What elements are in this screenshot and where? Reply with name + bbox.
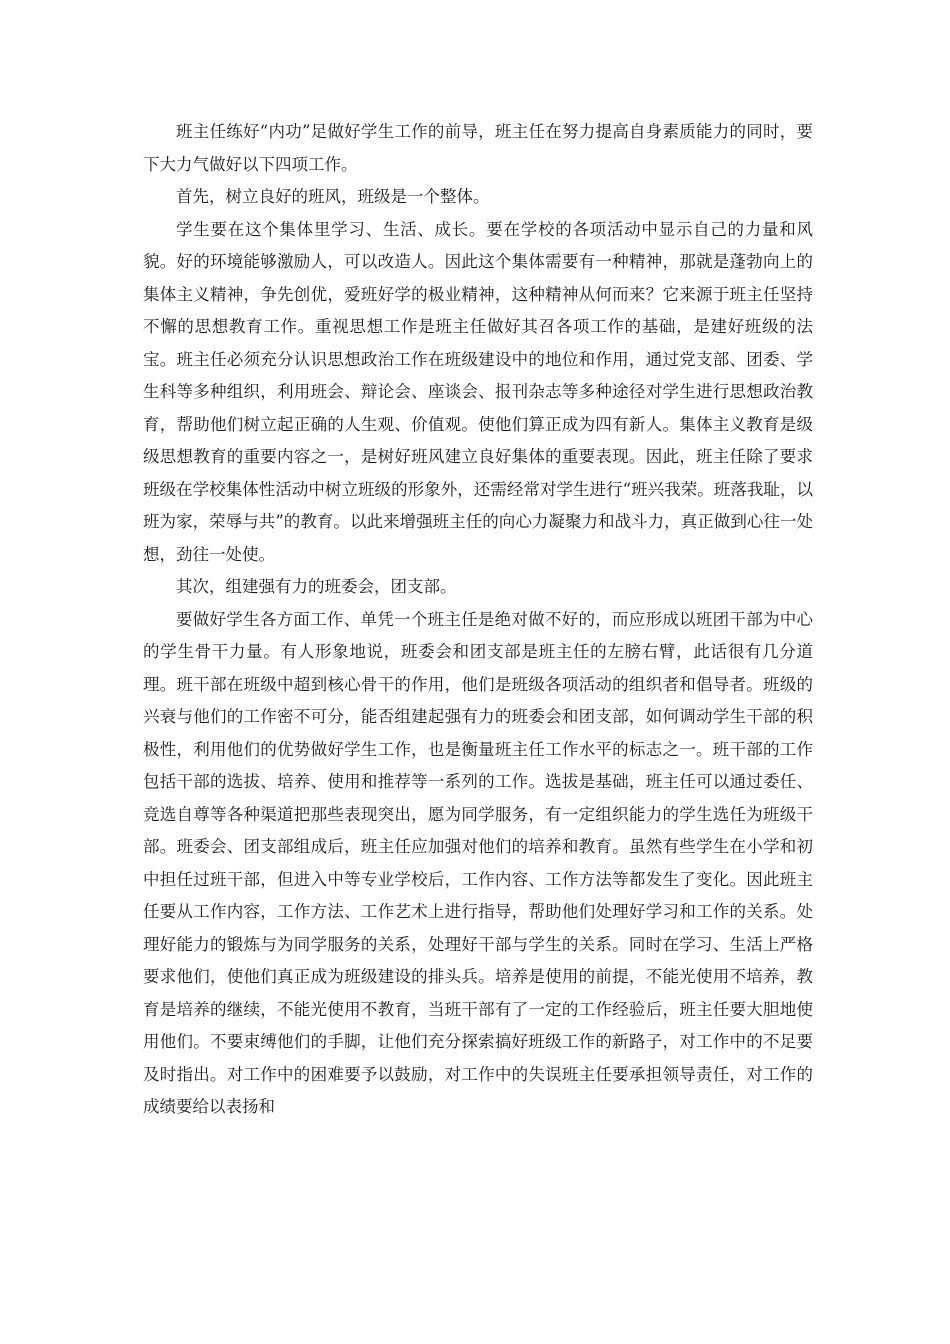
paragraph-heading-first: 首先，树立良好的班风，班级是一个整体。 <box>176 187 490 206</box>
paragraph-intro: 班主任练好“内功”足做好学生工作的前导，班主任在努力提高自身素质能力的同时，要下大力气做好以下四项工作。 <box>143 122 813 174</box>
paragraph-class-committee: 要做好学生各方面工作、单凭一个班主任是绝对做不好的，而应形成以班团干部为中心的学生骨干力量。有人形象地说，班委会和团支部是班主任的左膀右臂，此话很有几分道理。班干部在班级中超到核心骨干的作用，他们是班级各项活动的组织者和倡导者。班级的兴衰与他们的工作密不可分，能否组建起强有力的班委会和团支部，如何调动学生干部的积极性，利用他们的优势做好学生工作，也是衡量班主任工作水平的标志之一。班干部的工作包括干部的选拔、培养、使用和推荐等一系列的工作。选拔是基础，班主任可以通过委任、竞选自尊等各种渠道把那些表现突出，愿为同学服务，有一定组织能力的学生选任为班级干部。班委会、团支部组成后，班主任应加强对他们的培养和教育。虽然有些学生在小学和初中担任过班干部，但进入中等专业学校后，工作内容、工作方法等都发生了变化。因此班主任要从工作内容，工作方法、工作艺术上进行指导，帮助他们处理好学习和工作的关系。处理好能力的锻炼与为同学服务的关系，处理好干部与学生的关系。同时在学习、生活上严格要求他们，使他们真正成为班级建设的排头兵。培养是使用的前提，不能光使用不培养，教育是培养的继续，不能光使用不教育，当班干部有了一定的工作经验后，班主任要大胆地使用他们。不要束缚他们的手脚，让他们充分探索搞好班级工作的新路子，对工作中的不足要及时指出。对工作中的困难要予以鼓励，对工作中的失误班主任要承担领导责任，对工作的成绩要给以表扬和 <box>143 609 813 1116</box>
document-body <box>143 116 813 1124</box>
paragraph-heading-second: 其次，组建强有力的班委会，团支部。 <box>176 577 457 596</box>
paragraph-class-spirit: 学生要在这个集体里学习、生活、成长。要在学校的各项活动中显示自己的力量和风貌。好的环境能够激励人，可以改造人。因此这个集体需要有一种精神，那就是蓬勃向上的集体主义精神，争先创优，爱班好学的极业精神，这种精神从何而来？它来源于班主任坚持不懈的思想教育工作。重视思想工作是班主任做好其召各项工作的基础，是建好班级的法宝。班主任必须充分认识思想政治工作在班级建设中的地位和作用，通过党支部、团委、学生科等多种组织，利用班会、辩论会、座谈会、报刊杂志等多种途径对学生进行思想政治教育，帮助他们树立起正确的人生观、价值观。使他们算正成为四有新人。集体主义教育是级级思想教育的重要内容之一，是树好班风建立良好集体的重要表现。因此，班主任除了要求班级在学校集体性活动中树立班级的形象外，还需经常对学生进行“班兴我荣。班落我耻，以班为家，荣辱与共”的教育。以此来增强班主任的向心力凝聚力和战斗力，真正做到心往一处想，劲往一处使。 <box>143 219 813 564</box>
